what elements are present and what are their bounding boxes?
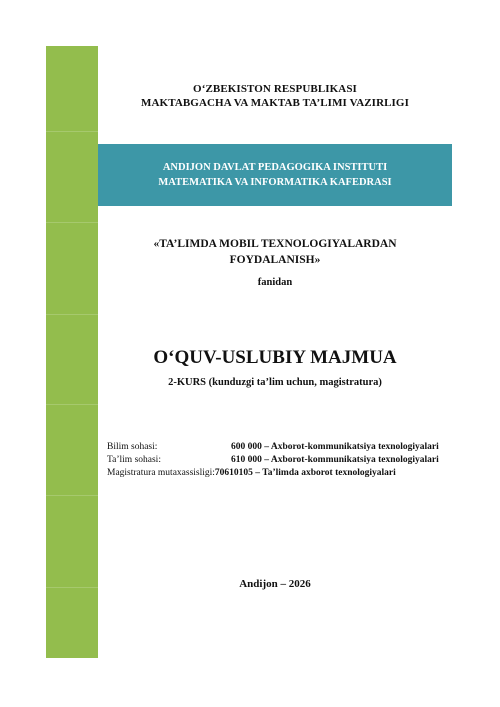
- institute-heading: [98, 160, 452, 190]
- info-label: Magistratura mutaxassisligi:: [107, 468, 215, 478]
- info-label: Ta’lim sohasi:: [107, 455, 161, 465]
- course-name: [98, 236, 452, 268]
- stripe-divider: [46, 222, 98, 223]
- stripe-divider: [46, 131, 98, 132]
- course-suffix: fanidan: [257, 277, 293, 288]
- place-year: Andijon – 2026: [239, 578, 311, 590]
- info-row-knowledge-area: [107, 442, 457, 453]
- info-value: 610 000 – Axborot-kommunikatsiya texnologiyalari: [231, 455, 439, 465]
- info-label: Bilim sohasi:: [107, 442, 158, 452]
- stripe-divider: [46, 495, 98, 496]
- stripe-divider: [46, 314, 98, 315]
- course-line-1: «TA’LIMDA MOBIL TEXNOLOGIYALARDAN: [153, 238, 397, 250]
- info-row-specialty: [107, 468, 457, 479]
- info-value: 70610105 – Ta’limda axborot texnologiyalari: [214, 468, 396, 478]
- info-row-education-area: [107, 455, 457, 466]
- stripe-divider: [46, 587, 98, 588]
- info-value: 600 000 – Axborot-kommunikatsiya texnologiyalari: [231, 442, 439, 452]
- institute-line-2: MATEMATIKA VA INFORMATIKA KAFEDRASI: [158, 177, 392, 188]
- institute-line-1: ANDIJON DAVLAT PEDAGOGIKA INSTITUTI: [162, 162, 388, 173]
- decorative-green-stripe: [46, 46, 98, 658]
- course-line-2: FOYDALANISH»: [229, 254, 321, 266]
- document-title: O‘QUV-USLUBIY MAJMUA: [153, 347, 397, 368]
- stripe-divider: [46, 404, 98, 405]
- ministry-line-1: O‘ZBEKISTON RESPUBLIKASI: [193, 83, 357, 95]
- document-subtitle: 2-KURS (kunduzgi ta’lim uchun, magistratura): [168, 377, 382, 388]
- ministry-heading: [98, 82, 452, 110]
- ministry-line-2: MAKTABGACHA VA MAKTAB TA’LIMI VAZIRLIGI: [141, 97, 409, 109]
- info-table: [107, 442, 457, 481]
